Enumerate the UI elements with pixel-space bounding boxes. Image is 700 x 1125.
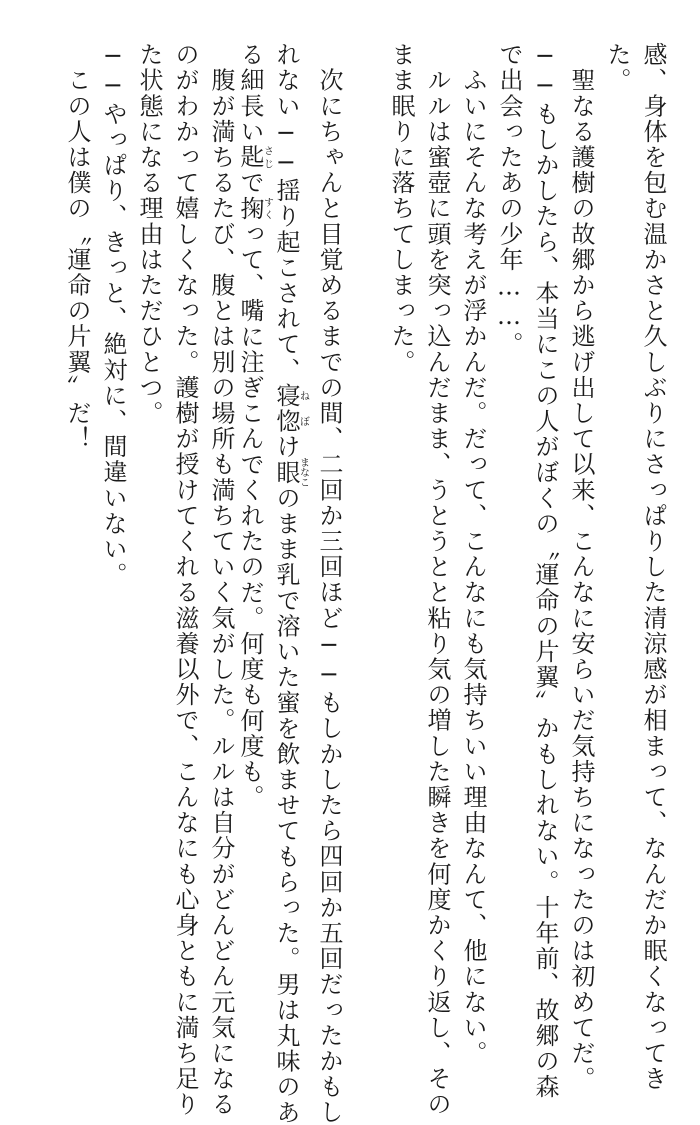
text-line-8: まま眠りに落ちてしまった。 [387, 42, 415, 375]
text-line-3: 聖なる護樹の故郷から逃げ出して以来、こんなに安らいだ気持ちになったのは初めてだ。 [567, 42, 595, 1092]
blank-line [350, 42, 380, 982]
text-line-1: 感、身体を包む温かさと久しぶりにさっぱりした清涼感が相まって、なんだか眠くなってき [639, 42, 667, 1092]
text-line-10: れない──揺り起こされて、寝惚ねぼけ眼まなこのまま乳で溶いた蜜を飲ませてもらった。男は丸味のあ [272, 42, 309, 1125]
text-line-16: この人は僕の〝運命の片翼〟だ！ [63, 42, 91, 452]
text-line-5: で出会ったあの少年……。 [495, 42, 523, 358]
ruby-suku: 掬すく [236, 195, 273, 222]
text-line-9: 次にちゃんと目覚めるまでの間、二回か三回ほど──もしかしたら四回か五回だったかもし [315, 42, 343, 1125]
text-line-15: ──やっぱり、きっと、絶対に、間違いない。 [99, 42, 127, 588]
text-line-14: た状態になる理由はただひとつ。 [135, 42, 163, 426]
ruby-nebo: 寝惚ねぼ [272, 382, 309, 435]
text-line-4: ──もしかしたら、本当にこの人がぼくの〝運命の片翼〟かもしれない。十年前、故郷の森 [531, 42, 559, 1100]
text-line-12: 腹が満ちるたび、腹とは別の場所も満ちていく気がした。ルルは自分がどんどん元気になる [207, 42, 235, 1118]
text-line-7: ルルは蜜壺に頭を突っ込んだまま、うとうとと粘り気の増した瞬きを何度かくり返し、その [423, 42, 451, 1118]
text-line-13: のがわかって嬉しくなった。護樹が授けてくれる滋養以外で、こんなにも心身ともに満ち足り [171, 42, 199, 1118]
ruby-saji: 匙さじ [236, 144, 273, 171]
text-line-6: ふいにそんな考えが浮かんだ。だって、こんなにも気持ちいい理由なんて、他にない。 [459, 42, 487, 1066]
text-line-11: る細長い匙さじで掬すくって、嘴に注ぎこんでくれたのだ。何度も何度も。 [236, 42, 273, 811]
ruby-manako: 眼まなこ [272, 457, 309, 488]
text-line-2: た。 [603, 42, 631, 94]
